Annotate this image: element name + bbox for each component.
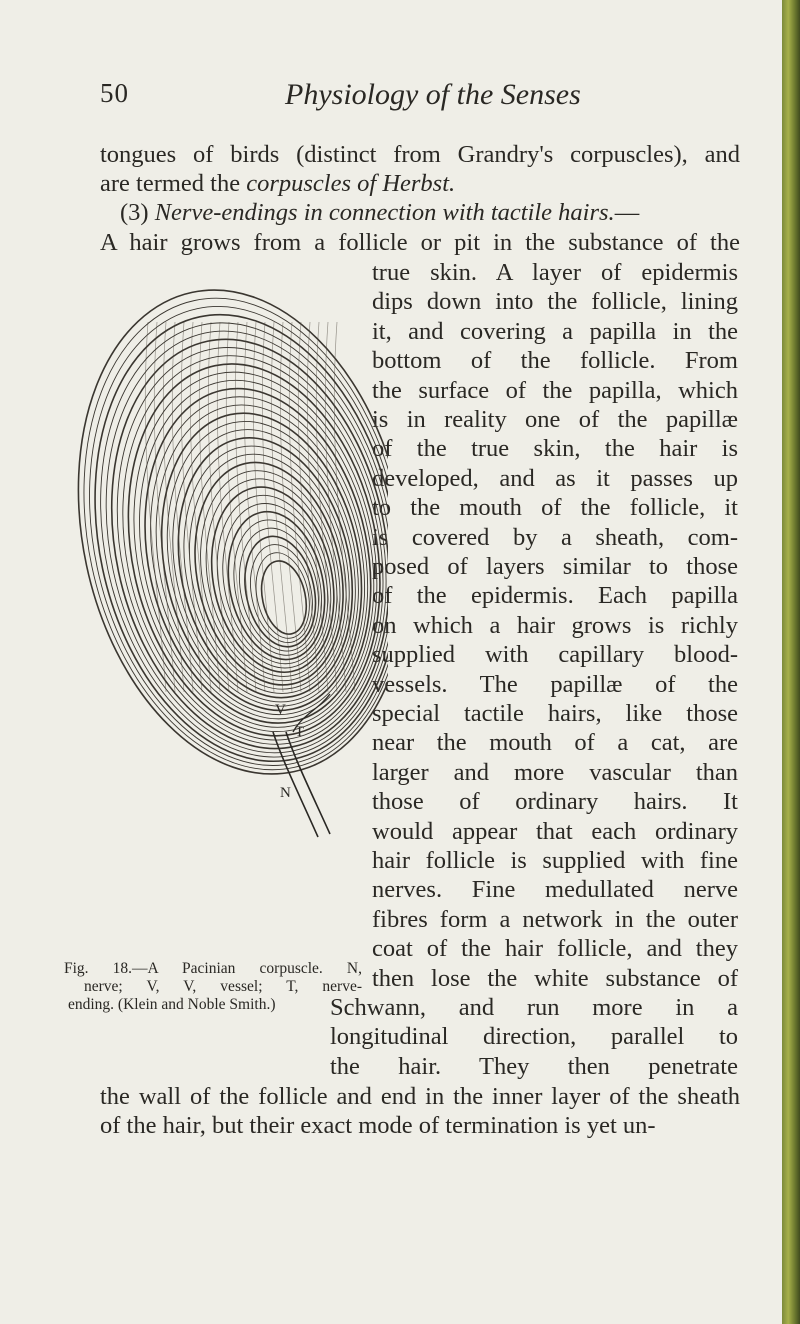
column-line: is in reality one of the papillæ <box>372 406 738 433</box>
body-line-2-text: are termed the <box>100 170 247 197</box>
pacinian-corpuscle-figure <box>68 262 388 842</box>
column-line: to the mouth of the follicle, it <box>372 494 738 522</box>
closing-line-1: the wall of the follicle and end in the inner layer of the sheath <box>100 1083 740 1110</box>
column-line: longitudinal direction, parallel to <box>330 1023 738 1051</box>
corpuscle-striation <box>280 322 301 692</box>
caption-line-3: ending. (Klein and Noble Smith.) <box>68 996 276 1013</box>
body-line-1: tongues of birds (distinct from Grandry's corpuscles), and <box>100 141 740 168</box>
column-line: vessels. The papillæ of the <box>372 670 738 698</box>
column-line: bottom of the follicle. From <box>372 347 738 375</box>
column-line: larger and more vascular than <box>372 758 738 786</box>
label-nerve-ending: T <box>295 724 305 740</box>
corpuscle-striation <box>217 322 238 692</box>
body-line-2 <box>100 169 740 199</box>
label-nerve: N <box>280 785 291 801</box>
book-spine-edge <box>782 0 800 1324</box>
body-line-4: A hair grows from a follicle or pit in the substance of the <box>100 229 740 256</box>
page-header <box>100 78 740 122</box>
column-line: those of ordinary hairs. It <box>372 788 738 816</box>
section-dash: — <box>614 199 640 226</box>
caption-line-2: nerve; V, V, vessel; T, nerve- <box>84 978 362 995</box>
column-line: dips down into the follicle, lining <box>372 288 738 316</box>
column-line: of the true skin, the hair is <box>372 435 738 463</box>
corpuscles-of-herbst: corpuscles of Herbst. <box>246 170 456 197</box>
label-vessel: V <box>275 702 286 718</box>
column-line: of the epidermis. Each papilla <box>372 582 738 610</box>
column-line: developed, and as it passes up <box>372 464 738 492</box>
column-line: it, and covering a papilla in the <box>372 317 738 345</box>
column-line: supplied with capillary blood- <box>372 641 738 669</box>
column-line: near the mouth of a cat, are <box>372 729 738 757</box>
corpuscle-striation <box>235 322 256 692</box>
column-line: coat of the hair follicle, and they <box>372 935 738 963</box>
section-heading: Nerve-endings in connection with tactile hairs. <box>154 199 615 226</box>
column-line: the hair. They then penetrate <box>330 1052 738 1080</box>
column-line: special tactile hairs, like those <box>372 700 738 727</box>
page-number: 50 <box>100 78 129 108</box>
running-title: Physiology of the Senses <box>285 78 581 111</box>
figure-caption <box>64 960 362 1014</box>
pacinian-corpuscle-illustration <box>68 262 388 842</box>
column-line: then lose the white substance of <box>372 964 738 992</box>
closing-line-2: of the hair, but their exact mode of termination is yet un- <box>100 1112 656 1139</box>
column-line: posed of layers similar to those <box>372 553 738 580</box>
column-line: is covered by a sheath, com- <box>372 523 738 551</box>
column-line: fibres form a network in the outer <box>372 905 738 933</box>
column-line: Schwann, and run more in a <box>330 994 738 1021</box>
corpuscle-lamella <box>89 331 388 764</box>
section-heading-line <box>120 198 740 228</box>
caption-line-1: Fig. 18.—A Pacinian corpuscle. N, <box>64 960 362 977</box>
corpuscle-striation <box>181 322 202 692</box>
column-line: hair follicle is supplied with fine <box>372 847 738 874</box>
column-line: on which a hair grows is richly <box>372 611 738 639</box>
section-number: (3) <box>120 199 155 226</box>
column-line: would appear that each ordinary <box>372 817 738 845</box>
column-line: true skin. A layer of epidermis <box>372 259 738 286</box>
column-line: the surface of the papilla, which <box>372 376 738 404</box>
column-line: nerves. Fine medullated nerve <box>372 876 738 904</box>
